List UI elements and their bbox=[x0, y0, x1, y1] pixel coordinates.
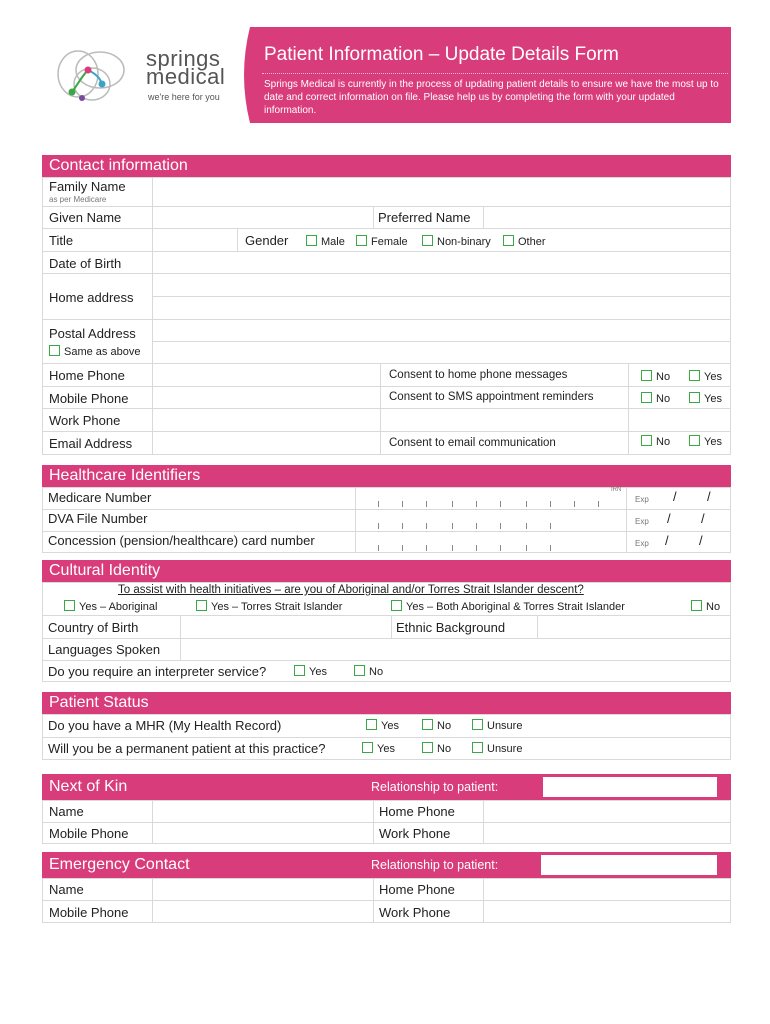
permanent-unsure[interactable] bbox=[472, 742, 522, 755]
checkbox[interactable] bbox=[294, 665, 305, 676]
option-label: Yes – Torres Strait Islander bbox=[211, 601, 343, 613]
checkbox[interactable] bbox=[503, 235, 514, 246]
family-name-label: Family Name bbox=[49, 179, 126, 194]
option-label: Yes bbox=[704, 436, 722, 448]
kin-name-field[interactable] bbox=[153, 801, 372, 821]
checkbox[interactable] bbox=[689, 435, 700, 446]
home-address-field[interactable] bbox=[153, 274, 730, 318]
option-label: No bbox=[437, 743, 452, 755]
checkbox[interactable] bbox=[422, 719, 433, 730]
checkbox[interactable] bbox=[641, 392, 652, 403]
option-label: Unsure bbox=[487, 720, 523, 732]
mhr-label: Do you have a MHR (My Health Record) bbox=[48, 718, 282, 733]
permanent-label: Will you be a permanent patient at this practice? bbox=[48, 741, 326, 756]
option-label: Yes – Aboriginal bbox=[79, 601, 158, 613]
gender-nonbinary-option[interactable] bbox=[422, 235, 491, 248]
dob-field[interactable] bbox=[153, 252, 730, 272]
gender-male-option[interactable] bbox=[306, 235, 345, 248]
concession-expiry-field[interactable] bbox=[650, 532, 730, 552]
home-phone-label: Home Phone bbox=[49, 368, 125, 383]
kin-relationship-label: Relationship to patient: bbox=[371, 780, 499, 794]
given-name-field[interactable] bbox=[153, 207, 372, 227]
option-label: No bbox=[656, 393, 671, 405]
family-name-field[interactable] bbox=[153, 178, 730, 205]
title-label: Title bbox=[49, 233, 74, 248]
dva-label: DVA File Number bbox=[48, 511, 148, 526]
emergency-home-phone-field[interactable] bbox=[484, 879, 730, 899]
emergency-work-phone-label: Work Phone bbox=[379, 905, 451, 920]
concession-exp-label: Exp bbox=[635, 539, 649, 548]
slash: / bbox=[707, 489, 711, 504]
dva-exp-label: Exp bbox=[635, 517, 649, 526]
checkbox[interactable] bbox=[49, 345, 60, 356]
slash: / bbox=[665, 533, 669, 548]
health-heading: Healthcare Identifiers bbox=[42, 465, 731, 487]
col-divider bbox=[373, 878, 374, 923]
logo-mark-icon bbox=[52, 44, 142, 110]
checkbox[interactable] bbox=[472, 742, 483, 753]
gender-female-option[interactable] bbox=[356, 235, 408, 248]
checkbox[interactable] bbox=[306, 235, 317, 246]
slash: / bbox=[667, 511, 671, 526]
option-label: Male bbox=[321, 236, 345, 248]
option-label: Yes bbox=[377, 743, 395, 755]
checkbox[interactable] bbox=[422, 742, 433, 753]
option-label: Yes bbox=[704, 371, 722, 383]
family-name-note: as per Medicare bbox=[49, 195, 107, 204]
dob-label: Date of Birth bbox=[49, 256, 122, 271]
permanent-no[interactable] bbox=[422, 742, 451, 755]
col-divider bbox=[391, 615, 392, 638]
mobile-phone-label: Mobile Phone bbox=[49, 391, 129, 406]
option-label: No bbox=[437, 720, 452, 732]
row-divider bbox=[42, 660, 731, 661]
option-label: Same as above bbox=[64, 346, 141, 358]
gender-label: Gender bbox=[245, 233, 289, 248]
consent-email-yes[interactable] bbox=[689, 435, 722, 448]
irn-label: IRN bbox=[611, 487, 622, 493]
emergency-name-label: Name bbox=[49, 882, 84, 897]
same-as-above-option[interactable] bbox=[49, 345, 140, 358]
ethnic-field[interactable] bbox=[538, 616, 730, 637]
postal-address-field[interactable] bbox=[153, 320, 730, 362]
atsi-aboriginal-option[interactable] bbox=[64, 600, 158, 613]
status-heading: Patient Status bbox=[42, 692, 731, 714]
atsi-both-option[interactable] bbox=[391, 600, 625, 613]
emergency-mobile-label: Mobile Phone bbox=[49, 905, 129, 920]
consent-email-label: Consent to email communication bbox=[389, 437, 556, 449]
interpreter-no[interactable] bbox=[354, 665, 383, 678]
emergency-heading: Emergency Contact bbox=[42, 852, 731, 878]
emergency-relationship-label: Relationship to patient: bbox=[371, 858, 499, 872]
checkbox[interactable] bbox=[641, 370, 652, 381]
country-label: Country of Birth bbox=[48, 620, 139, 635]
checkbox[interactable] bbox=[422, 235, 433, 246]
dva-digit-ticks bbox=[378, 523, 608, 529]
option-label: No bbox=[369, 666, 384, 678]
checkbox[interactable] bbox=[641, 435, 652, 446]
option-label: No bbox=[656, 371, 671, 383]
consent-sms-yes[interactable] bbox=[689, 392, 722, 405]
preferred-name-label: Preferred Name bbox=[378, 210, 471, 225]
checkbox[interactable] bbox=[391, 600, 402, 611]
kin-heading: Next of Kin bbox=[42, 774, 731, 800]
brand-line-1: springs bbox=[146, 46, 221, 71]
languages-label: Languages Spoken bbox=[48, 642, 161, 657]
permanent-yes[interactable] bbox=[362, 742, 395, 755]
kin-home-phone-field[interactable] bbox=[484, 801, 730, 821]
medicare-expiry-field[interactable] bbox=[650, 488, 730, 508]
checkbox[interactable] bbox=[472, 719, 483, 730]
header-divider bbox=[262, 73, 728, 74]
mhr-no[interactable] bbox=[422, 719, 451, 732]
kin-work-phone-label: Work Phone bbox=[379, 826, 451, 841]
checkbox[interactable] bbox=[362, 742, 373, 753]
col-divider bbox=[626, 487, 627, 553]
kin-work-phone-field[interactable] bbox=[484, 823, 730, 843]
kin-relationship-field[interactable] bbox=[543, 777, 717, 797]
slash: / bbox=[701, 511, 705, 526]
consent-home-no[interactable] bbox=[641, 370, 670, 383]
emergency-name-field[interactable] bbox=[153, 879, 372, 899]
option-label: Yes – Both Aboriginal & Torres Strait Islander bbox=[406, 601, 625, 613]
country-field[interactable] bbox=[181, 616, 390, 637]
dva-expiry-field[interactable] bbox=[650, 510, 730, 530]
slash: / bbox=[699, 533, 703, 548]
title-field[interactable] bbox=[153, 229, 236, 250]
emergency-work-phone-field[interactable] bbox=[484, 901, 730, 922]
checkbox[interactable] bbox=[366, 719, 377, 730]
brand-tagline: we're here for you bbox=[148, 92, 220, 102]
checkbox[interactable] bbox=[356, 235, 367, 246]
postal-address-label: Postal Address bbox=[49, 326, 136, 341]
col-divider bbox=[237, 228, 238, 251]
kin-mobile-field[interactable] bbox=[153, 823, 372, 843]
row-divider bbox=[42, 737, 731, 738]
checkbox[interactable] bbox=[689, 370, 700, 381]
slash: / bbox=[673, 489, 677, 504]
kin-home-phone-label: Home Phone bbox=[379, 804, 455, 819]
atsi-tsi-option[interactable] bbox=[196, 600, 342, 613]
option-label: Non-binary bbox=[437, 236, 491, 248]
cultural-question: To assist with health initiatives – are you of Aboriginal and/or Torres Strait Islander descent? bbox=[118, 584, 584, 596]
option-label: Unsure bbox=[487, 743, 523, 755]
brand-line-2: medical bbox=[146, 64, 226, 89]
mhr-yes[interactable] bbox=[366, 719, 399, 732]
option-label: Female bbox=[371, 236, 408, 248]
interpreter-yes[interactable] bbox=[294, 665, 327, 678]
atsi-no-option[interactable] bbox=[691, 600, 720, 613]
consent-sms-label: Consent to SMS appointment reminders bbox=[389, 391, 594, 403]
col-divider bbox=[373, 800, 374, 844]
concession-digit-ticks bbox=[378, 545, 608, 551]
consent-sms-no[interactable] bbox=[641, 392, 670, 405]
consent-home-label: Consent to home phone messages bbox=[389, 369, 568, 381]
option-label: No bbox=[706, 601, 721, 613]
consent-home-yes[interactable] bbox=[689, 370, 722, 383]
preferred-name-field[interactable] bbox=[484, 207, 730, 227]
languages-field[interactable] bbox=[181, 639, 730, 659]
kin-mobile-label: Mobile Phone bbox=[49, 826, 129, 841]
medicare-exp-label: Exp bbox=[635, 495, 649, 504]
kin-name-label: Name bbox=[49, 804, 84, 819]
emergency-mobile-field[interactable] bbox=[153, 901, 372, 922]
gender-other-option[interactable] bbox=[503, 235, 546, 248]
checkbox[interactable] bbox=[689, 392, 700, 403]
medicare-label: Medicare Number bbox=[48, 490, 152, 505]
col-divider bbox=[373, 206, 374, 228]
logo bbox=[52, 44, 232, 110]
ethnic-label: Ethnic Background bbox=[396, 620, 506, 635]
col-divider bbox=[628, 363, 629, 455]
concession-label: Concession (pension/healthcare) card number bbox=[48, 533, 315, 548]
col-divider bbox=[380, 363, 381, 455]
contact-heading: Contact information bbox=[42, 155, 731, 177]
option-label: Other bbox=[518, 236, 546, 248]
given-name-label: Given Name bbox=[49, 210, 122, 225]
page-title: Patient Information – Update Details Form bbox=[264, 44, 619, 65]
row-divider bbox=[42, 228, 731, 229]
medicare-digit-ticks bbox=[378, 501, 608, 507]
option-label: No bbox=[656, 436, 671, 448]
home-address-label: Home address bbox=[49, 290, 134, 305]
consent-email-no[interactable] bbox=[641, 435, 670, 448]
checkbox[interactable] bbox=[64, 600, 75, 611]
checkbox[interactable] bbox=[196, 600, 207, 611]
option-label: Yes bbox=[309, 666, 327, 678]
checkbox[interactable] bbox=[354, 665, 365, 676]
cultural-heading: Cultural Identity bbox=[42, 560, 731, 582]
option-label: Yes bbox=[381, 720, 399, 732]
interpreter-label: Do you require an interpreter service? bbox=[48, 664, 267, 679]
intro-text: Springs Medical is currently in the process of updating patient details to ensure we have the most up to date and correct information on file. Please help us by completing the form with your updated information. bbox=[264, 79, 719, 116]
emergency-home-phone-label: Home Phone bbox=[379, 882, 455, 897]
work-phone-label: Work Phone bbox=[49, 413, 121, 428]
mhr-unsure[interactable] bbox=[472, 719, 522, 732]
emergency-relationship-field[interactable] bbox=[541, 855, 717, 875]
checkbox[interactable] bbox=[691, 600, 702, 611]
email-label: Email Address bbox=[49, 436, 133, 451]
option-label: Yes bbox=[704, 393, 722, 405]
